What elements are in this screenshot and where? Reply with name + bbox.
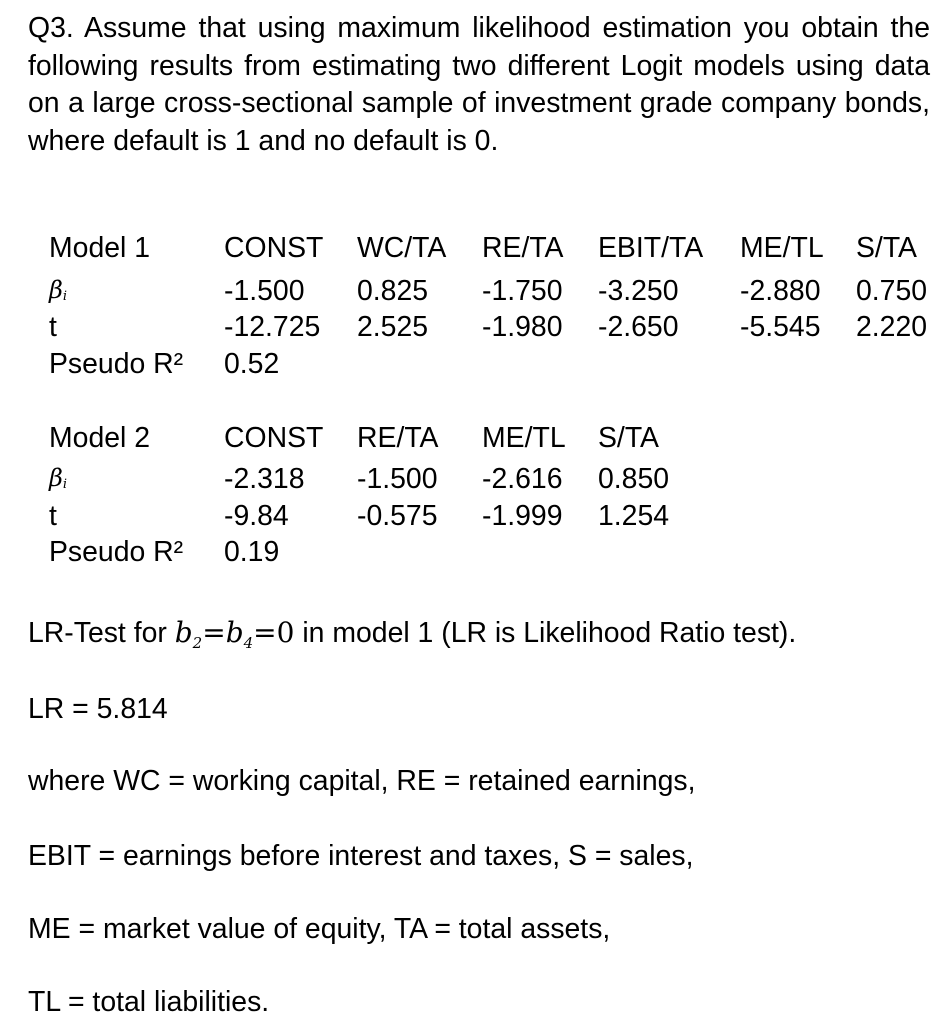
question-text: Q3. Assume that using maximum likelihood estimation you obtain the following results from estimating two different Logit models using data on a large cross-sectional sample of investment grade company bonds, where default is 1 and no default is 0.	[28, 12, 930, 157]
lr-result: LR = 5.814	[28, 693, 168, 725]
model2-beta-value: -1.500	[357, 463, 438, 495]
model1-beta-row	[0, 274, 940, 308]
model1-beta-value: -1.500	[224, 275, 305, 307]
model2-t-value: -1.999	[482, 500, 563, 532]
definition-line: ME = market value of equity, TA = total assets,	[28, 913, 611, 945]
model1-label: Model 1	[49, 232, 151, 264]
model1-t-value: 2.220	[856, 311, 928, 343]
model1-pseudo-r2-row	[0, 347, 940, 381]
model1-t-row	[0, 310, 940, 344]
model1-beta-value: -2.880	[740, 275, 821, 307]
model1-t-value: -12.725	[224, 311, 321, 343]
model2-beta-value: 0.850	[598, 463, 670, 495]
model2-label: Model 2	[49, 422, 151, 454]
t-label: t	[49, 311, 57, 343]
model1-pseudo-r2-value: 0.52	[224, 348, 280, 380]
model2-col-header: CONST	[224, 422, 324, 454]
t-label: t	[49, 500, 57, 532]
definition-line: TL = total liabilities.	[28, 986, 270, 1018]
model2-col-header: ME/TL	[482, 422, 566, 454]
model2-t-value: 1.254	[598, 500, 670, 532]
lr-test-line	[28, 616, 796, 660]
pseudo-r2-label: Pseudo R²	[49, 536, 184, 568]
model1-t-value: 2.525	[357, 311, 429, 343]
model1-col-header: S/TA	[856, 232, 917, 264]
lr-test-hypothesis: $b_2=b_4=0$	[174, 616, 295, 652]
model1-col-header: RE/TA	[482, 232, 564, 264]
lr-test-suffix: in model 1 (LR is Likelihood Ratio test).	[302, 617, 797, 649]
model1-col-header: ME/TL	[740, 232, 824, 264]
model2-col-header: RE/TA	[357, 422, 439, 454]
model1-beta-value: 0.825	[357, 275, 429, 307]
model2-pseudo-r2-row	[0, 535, 940, 569]
model1-t-value: -1.980	[482, 311, 563, 343]
model2-t-value: -9.84	[224, 500, 289, 532]
model2-header-row	[0, 421, 940, 455]
model2-beta-value: -2.318	[224, 463, 305, 495]
model1-col-header: EBIT/TA	[598, 232, 704, 264]
model2-beta-row	[0, 462, 940, 496]
model2-col-header: S/TA	[598, 422, 659, 454]
beta-hat-symbol: $\beta_i$	[49, 464, 68, 492]
model1-t-value: -5.545	[740, 311, 821, 343]
model1-beta-value: -1.750	[482, 275, 563, 307]
model2-t-row	[0, 499, 940, 533]
model1-beta-value: 0.750	[856, 275, 928, 307]
model2-t-value: -0.575	[357, 500, 438, 532]
definition-line: where WC = working capital, RE = retained earnings,	[28, 765, 696, 797]
model1-header-row	[0, 231, 940, 265]
model2-beta-value: -2.616	[482, 463, 563, 495]
lr-test-prefix: LR-Test for	[28, 617, 167, 649]
model1-col-header: CONST	[224, 232, 324, 264]
pseudo-r2-label: Pseudo R²	[49, 348, 184, 380]
beta-hat-symbol: $\beta_i$	[49, 276, 68, 304]
model1-beta-value: -3.250	[598, 275, 679, 307]
definition-line: EBIT = earnings before interest and taxes, S = sales,	[28, 840, 694, 872]
model1-t-value: -2.650	[598, 311, 679, 343]
model2-pseudo-r2-value: 0.19	[224, 536, 280, 568]
model1-col-header: WC/TA	[357, 232, 447, 264]
